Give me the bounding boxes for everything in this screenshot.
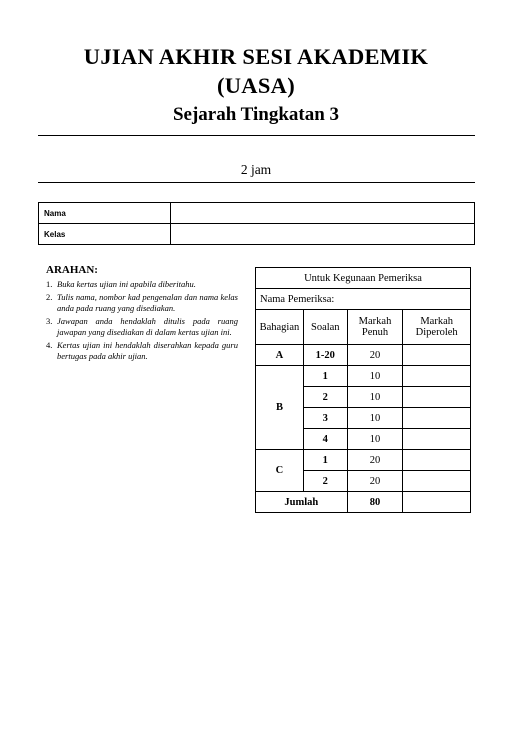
instruction-number: 3. (46, 316, 53, 326)
exam-title-abbreviation: (UASA) (216, 73, 296, 98)
instruction-number: 1. (46, 278, 53, 289)
question-number: 2 (303, 471, 347, 492)
question-number: 3 (303, 408, 347, 429)
question-number: 4 (303, 429, 347, 450)
instruction-text: Tulis nama, nombor kad pengenalan dan nama kelas anda pada ruang yang disediakan. (57, 292, 238, 313)
marks-obtained-cell[interactable] (403, 366, 471, 387)
name-label: Nama (39, 203, 171, 224)
section-c-label: C (256, 450, 304, 492)
full-marks-value: 20 (347, 345, 403, 366)
total-row (256, 492, 471, 513)
instruction-item (46, 316, 238, 337)
total-full-marks: 80 (347, 492, 403, 513)
instruction-number: 2. (46, 292, 53, 302)
class-field[interactable] (171, 224, 475, 245)
header-marks-obtained: Markah Diperoleh (403, 310, 471, 345)
total-label: Jumlah (256, 492, 348, 513)
marks-obtained-cell[interactable] (403, 471, 471, 492)
full-marks-value: 10 (347, 387, 403, 408)
exam-title: UJIAN AKHIR SESI AKADEMIK (83, 44, 429, 69)
instruction-number: 4. (46, 340, 53, 350)
full-marks-value: 20 (347, 450, 403, 471)
section-a-label: A (256, 345, 304, 366)
marks-obtained-cell[interactable] (403, 345, 471, 366)
table-row (256, 450, 471, 471)
instruction-text: Buka kertas ujian ini apabila diberitahu. (57, 278, 196, 289)
instruction-item (46, 340, 238, 361)
question-number: 1 (303, 450, 347, 471)
student-info-table (38, 202, 475, 245)
instructions (46, 265, 238, 364)
title-block (0, 42, 512, 127)
instruction-text: Kertas ujian ini hendaklah diserahkan kepada guru bertugas pada akhir ujian. (57, 340, 238, 361)
header-section: Bahagian (256, 310, 304, 345)
class-label: Kelas (39, 224, 171, 245)
class-row (39, 224, 475, 245)
name-row (39, 203, 475, 224)
total-marks-obtained-cell[interactable] (403, 492, 471, 513)
header-question: Soalan (303, 310, 347, 345)
instructions-list (46, 279, 238, 362)
full-marks-value: 10 (347, 408, 403, 429)
full-marks-value: 10 (347, 366, 403, 387)
instruction-item (46, 292, 238, 313)
instruction-item (46, 279, 238, 290)
examiner-table (255, 267, 471, 513)
table-row (256, 345, 471, 366)
instructions-heading: ARAHAN: (46, 264, 98, 276)
question-number: 1 (303, 366, 347, 387)
title-divider (38, 135, 475, 136)
header-full-marks: Markah Penuh (347, 310, 403, 345)
question-number: 2 (303, 387, 347, 408)
full-marks-value: 10 (347, 429, 403, 450)
duration-divider (38, 182, 475, 183)
table-row (256, 366, 471, 387)
examiner-table-caption: Untuk Kegunaan Pemeriksa (256, 268, 471, 289)
instruction-text: Jawapan anda hendaklah ditulis pada ruang jawapan yang disediakan di dalam kertas ujian ini. (57, 316, 238, 337)
marks-obtained-cell[interactable] (403, 408, 471, 429)
section-b-label: B (256, 366, 304, 450)
subject-title: Sejarah Tingkatan 3 (172, 104, 340, 125)
marks-obtained-cell[interactable] (403, 429, 471, 450)
examiner-name-field[interactable]: Nama Pemeriksa: (256, 289, 471, 310)
name-field[interactable] (171, 203, 475, 224)
exam-duration: 2 jam (240, 162, 272, 177)
question-number: 1-20 (303, 345, 347, 366)
full-marks-value: 20 (347, 471, 403, 492)
marks-obtained-cell[interactable] (403, 387, 471, 408)
marks-obtained-cell[interactable] (403, 450, 471, 471)
